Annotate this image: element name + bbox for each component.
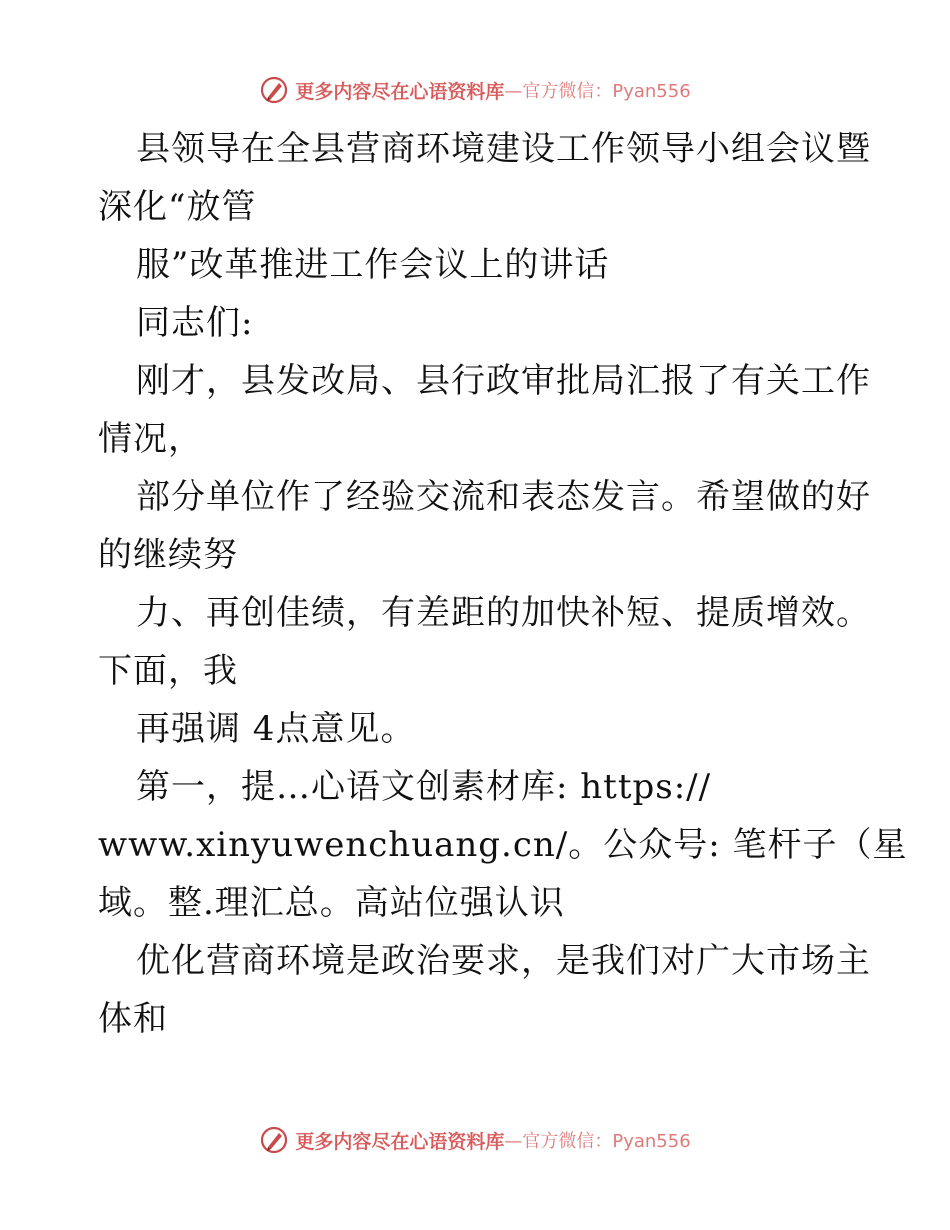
text-line: 部分单位作了经验交流和表态发言。希望做的好 (136, 477, 871, 517)
footer-banner (0, 1120, 950, 1160)
text-line: www.xinyuwenchuang.cn/。公众号: 笔杆子（星 (98, 825, 908, 865)
banner-wechat-text: —官方微信：Pyan556 (504, 1131, 691, 1152)
text-line: 的继续努 (98, 535, 238, 575)
text-line: 优化营商环境是政治要求，是我们对广大市场主 (136, 941, 871, 981)
text-line: 力、再创佳绩，有差距的加快补短、提质增效。 (136, 593, 871, 633)
text-line: 体和 (98, 999, 168, 1039)
text-line: 再强调 4点意见。 (136, 709, 416, 749)
text-line: 刚才，县发改局、县行政审批局汇报了有关工作 (136, 361, 871, 401)
text-line: 服”改革推进工作会议上的讲话 (136, 245, 610, 285)
pen-logo-icon (259, 75, 289, 105)
text-line: 深化“放管 (98, 187, 257, 227)
text-line: 同志们: (136, 303, 254, 343)
text-line: 下面，我 (98, 651, 238, 691)
pen-logo-icon (259, 1125, 289, 1155)
banner-brand-text: 更多内容尽在心语资料库 (295, 1130, 505, 1153)
text-line: 第一，提…心语文创素材库: https:// (136, 767, 712, 807)
text-line: 情况， (98, 419, 203, 459)
text-line: 域。整.理汇总。高站位强认识 (98, 883, 565, 923)
banner-wechat-text: —官方微信：Pyan556 (504, 81, 691, 102)
header-banner (0, 70, 950, 110)
banner-brand-text: 更多内容尽在心语资料库 (295, 80, 505, 103)
text-line: 县领导在全县营商环境建设工作领导小组会议暨 (136, 129, 871, 169)
document-body (98, 120, 908, 1048)
